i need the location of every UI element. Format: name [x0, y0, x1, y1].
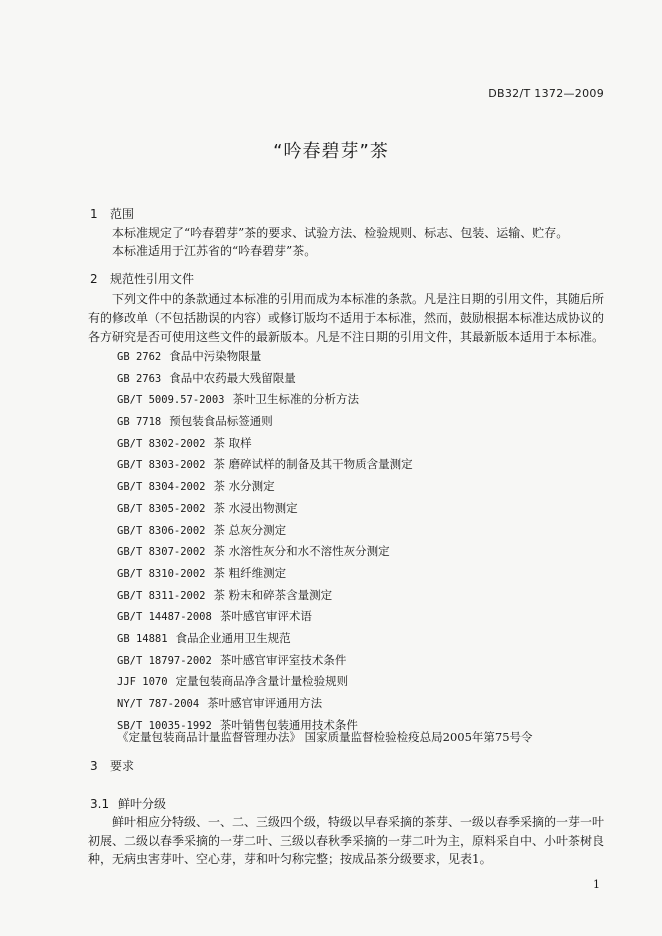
reference-code: GB/T 8305-2002: [117, 502, 206, 515]
reference-code: GB 14881: [117, 632, 168, 645]
reference-name: 食品中农药最大残留限量: [169, 370, 296, 385]
reference-name: 茶叶感官审评室技术条件: [219, 652, 347, 667]
section-number: 3: [90, 759, 98, 773]
reference-item: [117, 520, 413, 542]
reference-item: [117, 563, 413, 585]
reference-name: 定量包装商品净含量计量检验规则: [175, 674, 349, 689]
reference-item: [117, 606, 413, 628]
reference-name: 茶叶感官审评通用方法: [207, 696, 323, 710]
section-number: 3.1: [90, 797, 110, 811]
reference-item: [117, 411, 413, 433]
reference-code: GB/T 18797-2002: [117, 654, 212, 667]
section-3-heading: [90, 757, 134, 774]
reference-name: 茶叶感官审评术语: [219, 609, 312, 624]
reference-code: JJF 1070: [117, 676, 168, 689]
section-1-body: [88, 224, 608, 260]
reference-code: GB/T 8310-2002: [117, 567, 206, 580]
reference-item: [117, 454, 413, 476]
reference-code: SB/T 10035-1992: [117, 719, 212, 732]
reference-item: [117, 368, 413, 390]
reference-name: 茶 水溶性灰分和水不溶性灰分测定: [213, 544, 390, 559]
reference-code: NY/T 787-2004: [117, 698, 200, 710]
section-2-heading: [90, 270, 194, 287]
reference-code: GB/T 8303-2002: [117, 459, 206, 472]
reference-item: [117, 693, 413, 715]
reference-name: 茶 粉末和碎茶含量测定: [213, 587, 333, 602]
reference-item: [117, 650, 413, 672]
reference-item: [117, 541, 413, 563]
section-2-intro: 下列文件中的条款通过本标准的引用而成为本标准的条款。凡是注日期的引用文件，其随后所有的修改单（不包括勘误的内容）或修订版均不适用于本标准，然而，鼓励根据本标准达成协议的各方研究是否可使用这些文件的最新版本。凡是不注日期的引用文件，其最新版本适用于本标准。: [88, 292, 605, 344]
reference-item: [117, 628, 413, 650]
reference-name: 茶 水分测定: [213, 479, 275, 494]
reference-item: [117, 346, 413, 368]
section-1-heading: [90, 205, 134, 222]
section-title: 要求: [110, 759, 135, 773]
reference-name: 茶 总灰分测定: [213, 522, 287, 537]
reference-name: 茶 取样: [213, 435, 252, 450]
section-title: 范围: [110, 207, 135, 221]
reference-name: 茶叶卫生标准的分析方法: [232, 392, 359, 407]
reference-code: GB/T 5009.57-2003: [117, 394, 225, 407]
reference-item: [117, 433, 413, 455]
reference-code: GB 2763: [117, 372, 162, 385]
normative-references-list: [117, 346, 413, 736]
reference-name: 食品中污染物限量: [169, 349, 262, 363]
reference-code: GB 7718: [117, 416, 162, 429]
reference-name: 茶 水浸出物测定: [213, 500, 298, 515]
reference-code: GB/T 8307-2002: [117, 546, 206, 559]
reference-item: [117, 671, 413, 693]
reference-code: GB/T 8311-2002: [117, 589, 206, 602]
document-code: DB32/T 1372—2009: [488, 87, 604, 100]
reference-code: GB 2762: [117, 351, 162, 363]
reference-name: 茶叶销售包装通用技术条件: [219, 717, 358, 732]
section-number: 1: [90, 207, 98, 221]
decree-reference: 《定量包装商品计量监督管理办法》 国家质量监督检验检疫总局2005年第75号令: [117, 730, 533, 744]
reference-code: GB/T 8306-2002: [117, 524, 206, 537]
reference-code: GB/T 8302-2002: [117, 437, 206, 450]
section-3-1-body: 鲜叶相应分特级、一、二、三级四个级，特级以早春采摘的茶芽、一级以春季采摘的一芽一叶初展、二级以春季采摘的一芽二叶、三级以春秋季采摘的一芽二叶为主，原料采自中、小叶茶树良种，无病虫害芽叶、空心芽，芽和叶匀称完整；按成品茶分级要求，见表1。: [88, 815, 605, 866]
paragraph-line: [88, 242, 608, 260]
section-3-1-heading: [90, 795, 166, 812]
reference-name: 茶 粗纤维测定: [213, 565, 287, 580]
paragraph-text: 本标准适用于江苏省的“吟春碧芽”茶。: [112, 244, 317, 258]
page-number: 1: [593, 878, 600, 891]
reference-item: [117, 498, 413, 520]
reference-name: 预包装食品标签通则: [169, 414, 273, 429]
section-number: 2: [90, 272, 98, 286]
reference-item: [117, 476, 413, 498]
reference-item: [117, 585, 413, 607]
paragraph-text: 本标准规定了“吟春碧芽”茶的要求、试验方法、检验规则、标志、包装、运输、贮存。: [112, 226, 569, 240]
section-title: 鲜叶分级: [118, 797, 167, 811]
reference-name: 茶 磨碎试样的制备及其干物质含量测定: [213, 457, 413, 472]
reference-item: [117, 389, 413, 411]
paragraph-line: [88, 224, 608, 242]
reference-code: GB/T 14487-2008: [117, 611, 212, 624]
section-title: 规范性引用文件: [110, 272, 195, 286]
reference-name: 食品企业通用卫生规范: [175, 630, 291, 645]
reference-code: GB/T 8304-2002: [117, 481, 206, 494]
document-title: “吟春碧芽”茶: [273, 141, 389, 162]
